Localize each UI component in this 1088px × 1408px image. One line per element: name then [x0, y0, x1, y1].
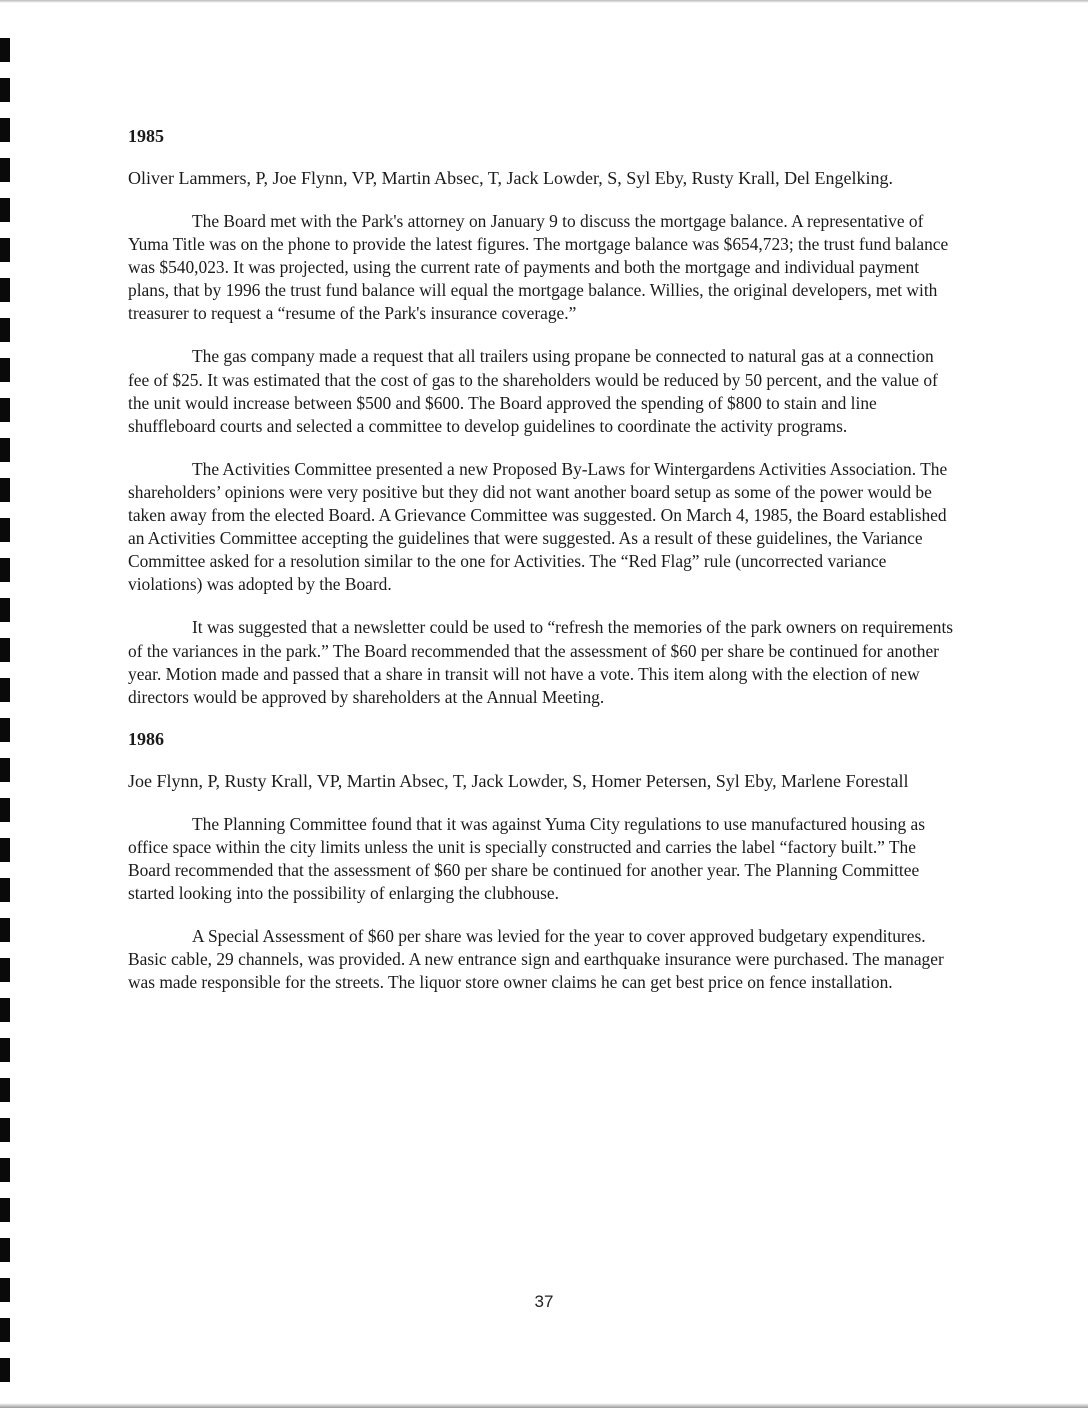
section-year-heading: 1986 [128, 728, 164, 749]
paragraph: It was suggested that a newsletter could be used to “refresh the memories of the park owners on requirements of the variances in the park.” The Board recommended that the assessment of $60 per share be continued for another year. Motion made and passed that a share in transit will not have a vote. This item along with the election of new directors would be approved by shareholders at the Annual Meeting. [128, 617, 954, 707]
page-number: 37 [534, 1292, 554, 1311]
paragraph: The Board met with the Park's attorney on January 9 to discuss the mortgage balance. A representative of Yuma Title was on the phone to provide the latest figures. The mortgage balance was $654,723; the trust fund balance was $540,023. It was projected, using the current rate of payments and both the mortgage and individual payment plans, that by 1996 the trust fund balance will equal the mortgage balance. Willies, the original developers, met with treasurer to request a “resume of the Park's insurance coverage.” [128, 211, 949, 324]
board-officers-list: Joe Flynn, P, Rusty Krall, VP, Martin Absec, T, Jack Lowder, S, Homer Petersen, Syl Eby, Marlene Forestall [128, 770, 909, 791]
spiral-binding [0, 0, 12, 1408]
paragraph: A Special Assessment of $60 per share was levied for the year to cover approved budgetary expenditures. Basic cable, 29 channels, was provided. A new entrance sign and earthquake insurance were purchased. The manager was made responsible for the streets. The liquor store owner claims he can get best price on fence installation. [128, 926, 944, 993]
section-year-heading: 1985 [128, 126, 164, 146]
scan-bottom-edge [0, 1403, 1088, 1408]
board-officers-list: Oliver Lammers, P, Joe Flynn, VP, Martin Absec, T, Jack Lowder, S, Syl Eby, Rusty Krall, Del Engelking. [128, 168, 894, 188]
section-1985 [128, 126, 958, 709]
paragraph: The gas company made a request that all trailers using propane be connected to natural gas at a connection fee of $25. It was estimated that the cost of gas to the shareholders would be reduced by 50 percent, and the value of the unit would increase between $500 and $600. The Board approved the spending of $800 to stain and line shuffleboard courts and selected a committee to develop guidelines to coordinate the activity programs. [128, 346, 938, 436]
section-1986 [128, 729, 958, 995]
paragraph: The Planning Committee found that it was against Yuma City regulations to use manufactured housing as office space within the city limits unless the unit is specially constructed and carries the label “factory built.” The Board recommended that the assessment of $60 per share be continued for another year. The Planning Committee started looking into the possibility of enlarging the clubhouse. [128, 813, 926, 904]
scan-top-edge [0, 0, 1088, 3]
paragraph: The Activities Committee presented a new Proposed By-Laws for Wintergardens Activities Association. The shareholders’ opinions were very positive but they did not want another board setup as some of the power would be taken away from the elected Board. A Grievance Committee was suggested. On March 4, 1985, the Board established an Activities Committee accepting the guidelines that were suggested. As a result of these guidelines, the Variance Committee asked for a resolution similar to the one for Activities. The “Red Flag” rule (uncorrected variance violations) was adopted by the Board. [128, 458, 948, 595]
document-page [128, 126, 958, 1014]
